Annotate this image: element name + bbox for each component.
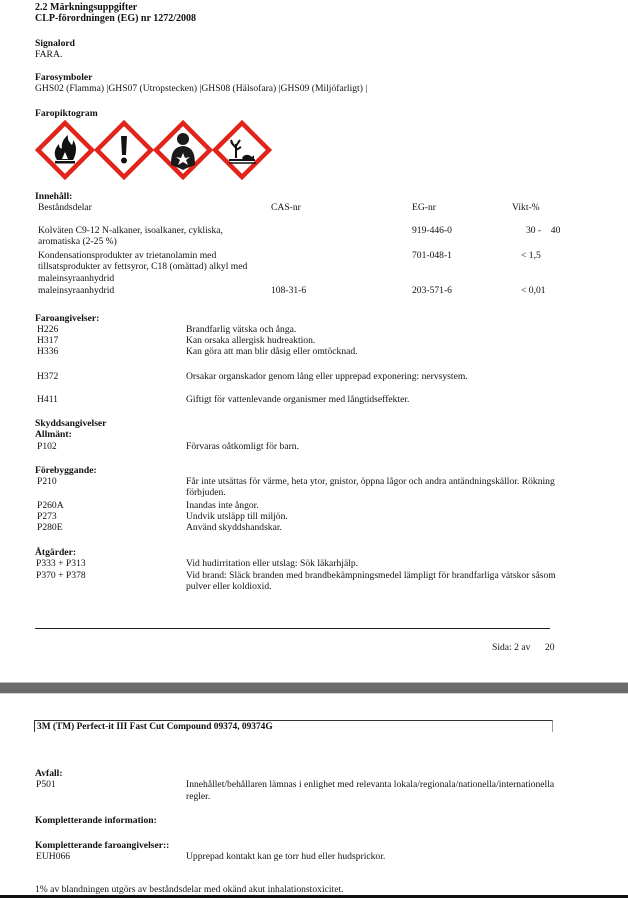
inhalation-toxicity-note: 1% av blandningen utgörs av beståndsdelar med okänd akut inhalationstoxicitet. bbox=[35, 884, 344, 895]
supplementary-info-label: Kompletterande information: bbox=[35, 815, 157, 826]
general-label: Allmänt: bbox=[35, 429, 72, 440]
section-title: 2.2 Märkningsuppgifter bbox=[35, 2, 138, 13]
precaution-code: P210 bbox=[37, 476, 57, 487]
hazard-symbols-value: GHS02 (Flamma) |GHS07 (Utropstecken) |GHS08 (Hälsofara) |GHS09 (Miljöfarligt) | bbox=[35, 83, 368, 94]
component-name: Kolväten C9-12 N-alkaner, isoalkaner, cykliska, bbox=[38, 225, 223, 236]
hazard-code: H411 bbox=[37, 394, 58, 405]
hazard-code: H372 bbox=[37, 371, 59, 382]
contents-label: Innehåll: bbox=[35, 191, 73, 202]
component-name-cont: tillsatsprodukter av fettsyror, C18 (omättad) alkyl med bbox=[38, 261, 248, 272]
eg-number: 919-446-0 bbox=[412, 225, 452, 236]
hazard-code: H226 bbox=[37, 324, 59, 335]
precaution-text-cont: förbjuden. bbox=[186, 487, 226, 498]
precaution-code: P260A bbox=[37, 500, 64, 511]
supplementary-hazard-code: EUH066 bbox=[36, 851, 71, 862]
eg-number: 203-571-6 bbox=[412, 285, 452, 296]
supplementary-hazard-label: Kompletterande faroangivelser:: bbox=[35, 840, 170, 851]
precaution-text: Inandas inte ångor. bbox=[186, 500, 259, 511]
eg-number: 701-048-1 bbox=[412, 250, 452, 261]
precaution-text: Använd skyddshandskar. bbox=[186, 522, 282, 533]
weight-percent: 30 - 40 bbox=[526, 225, 561, 236]
hazard-text: Kan göra att man blir dåsig eller omtöcknad. bbox=[186, 346, 358, 357]
signal-word-label: Signalord bbox=[35, 38, 75, 49]
precaution-text: Undvik utsläpp till miljön. bbox=[186, 511, 288, 522]
hazard-text: Orsakar organskador genom lång eller upprepad exponering: nervsystem. bbox=[186, 371, 468, 382]
precaution-code: P102 bbox=[37, 441, 57, 452]
precaution-code: P273 bbox=[37, 511, 57, 522]
product-header: 3M (TM) Perfect-it III Fast Cut Compound 09374, 09374G bbox=[34, 720, 553, 732]
hazard-text: Kan orsaka allergisk hudreaktion. bbox=[186, 335, 316, 346]
ghs07-exclamation-icon bbox=[94, 120, 154, 180]
cas-number: 108-31-6 bbox=[271, 285, 307, 296]
page-separator bbox=[0, 682, 628, 694]
page-number-label: Sida: 2 av bbox=[492, 642, 531, 653]
precaution-text: Får inte utsättas för värme, heta ytor, gnistor, öppna lågor och andra antändningskällor. Rökning bbox=[186, 476, 555, 487]
disposal-text: Innehållet/behållaren lämnas i enlighet med relevanta lokala/regionala/nationella/internationella bbox=[186, 779, 555, 790]
hazard-symbols-label: Farosymboler bbox=[35, 72, 93, 83]
hazard-text: Brandfarlig vätska och ånga. bbox=[186, 324, 297, 335]
component-name-cont: maleinsyraanhydrid bbox=[38, 273, 115, 284]
footer-rule bbox=[35, 628, 550, 629]
hazard-code: H336 bbox=[37, 346, 59, 357]
disposal-text-cont: regler. bbox=[186, 791, 211, 802]
ghs08-health-hazard-icon bbox=[153, 120, 213, 180]
hazard-statements-label: Faroangivelser: bbox=[35, 313, 100, 324]
precaution-code: P280E bbox=[37, 522, 63, 533]
precaution-text: Förvaras oåtkomligt för barn. bbox=[186, 441, 299, 452]
weight-percent: < 1,5 bbox=[521, 250, 541, 261]
precautionary-label: Skyddsangivelser bbox=[35, 418, 107, 429]
component-name: Kondensationsprodukter av trietanolamin med bbox=[38, 250, 217, 261]
column-header-eg: EG-nr bbox=[412, 202, 436, 213]
disposal-label: Avfall: bbox=[35, 768, 63, 779]
hazard-code: H317 bbox=[37, 335, 59, 346]
component-name: maleinsyraanhydrid bbox=[38, 285, 115, 296]
signal-word-value: FARA. bbox=[35, 49, 63, 60]
pictograms-label: Faropiktogram bbox=[35, 108, 98, 119]
precaution-text: Vid hudirritation eller utslag: Sök läkarhjälp. bbox=[186, 558, 359, 569]
prevention-label: Förebyggande: bbox=[35, 465, 97, 476]
hazard-text: Giftigt för vattenlevande organismer med långtidseffekter. bbox=[186, 394, 410, 405]
page-total: 20 bbox=[545, 642, 555, 653]
ghs09-environment-icon bbox=[212, 120, 272, 180]
response-label: Åtgärder: bbox=[35, 547, 77, 558]
column-header-cas: CAS-nr bbox=[271, 202, 301, 213]
weight-percent: < 0,01 bbox=[521, 285, 546, 296]
column-header-components: Beståndsdelar bbox=[38, 202, 92, 213]
supplementary-hazard-text: Upprepad kontakt kan ge torr hud eller hudsprickor. bbox=[186, 851, 386, 862]
precaution-code: P370 + P378 bbox=[36, 570, 86, 581]
precaution-text: Vid brand: Släck branden med brandbekämpningsmedel lämpligt för brandfarliga vätskor såsom bbox=[186, 570, 556, 581]
column-header-weight: Vikt-% bbox=[512, 202, 540, 213]
section-subtitle: CLP-förordningen (EG) nr 1272/2008 bbox=[35, 13, 197, 24]
disposal-code: P501 bbox=[36, 779, 56, 790]
ghs02-flame-icon bbox=[35, 120, 95, 180]
component-name-cont: aromatiska (2-25 %) bbox=[38, 236, 117, 247]
precaution-text-cont: pulver eller koldioxid. bbox=[186, 581, 272, 592]
precaution-code: P333 + P313 bbox=[36, 558, 86, 569]
